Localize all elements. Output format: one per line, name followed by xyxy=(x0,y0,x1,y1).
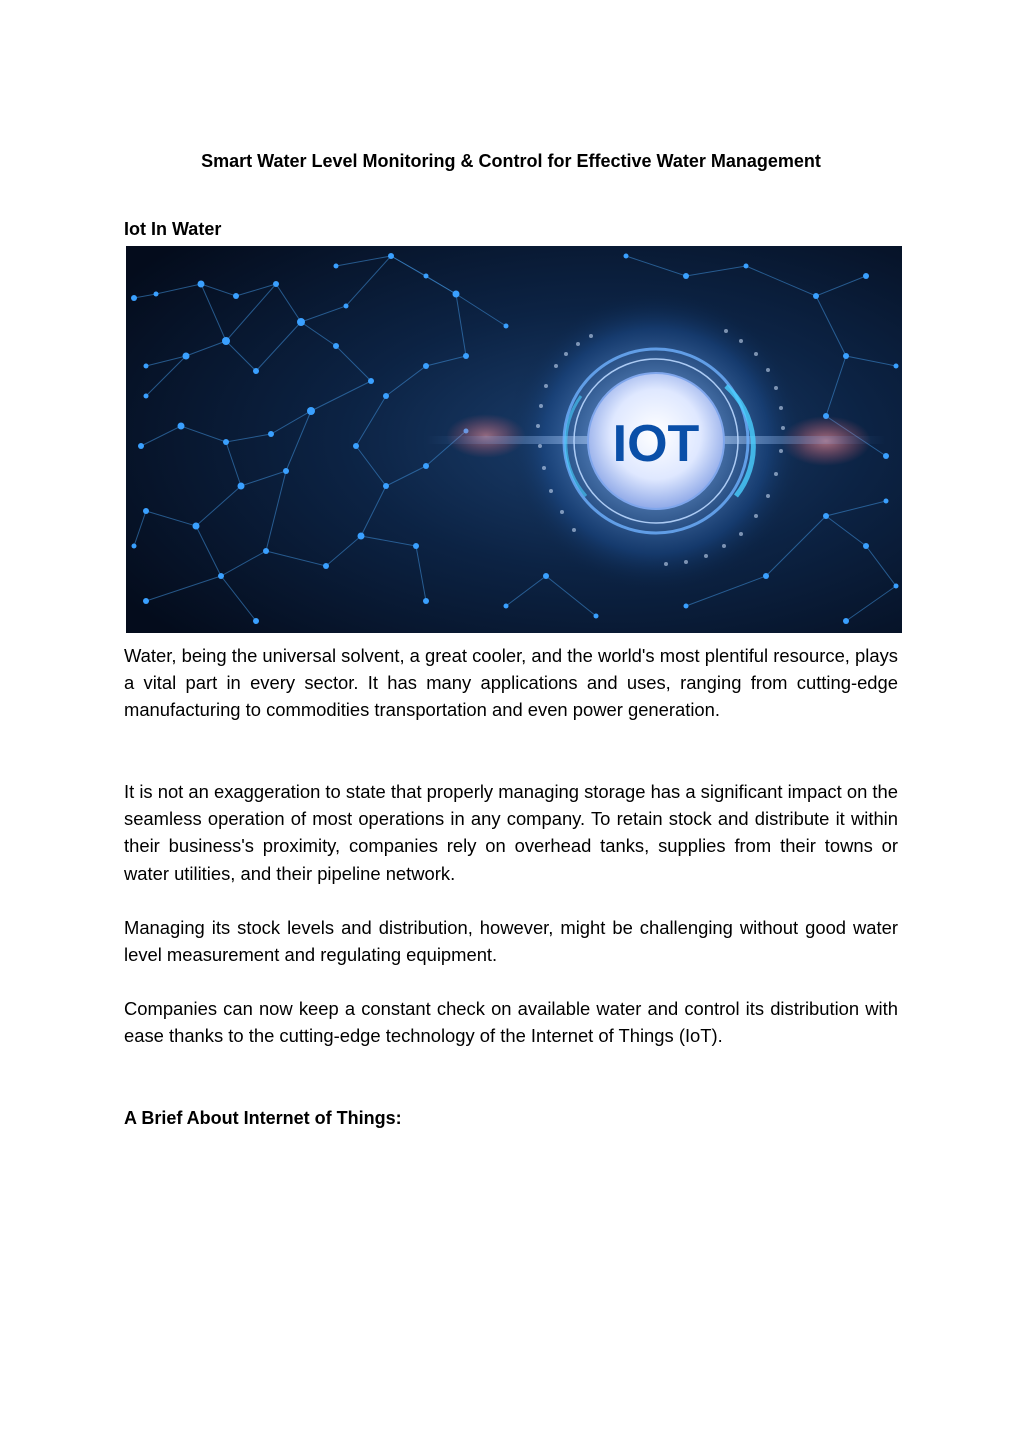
page-title: Smart Water Level Monitoring & Control for Effective Water Management xyxy=(201,151,821,171)
paragraph-3: Managing its stock levels and distribution, however, might be challenging without good water level measurement and regulating equipment. xyxy=(124,917,898,966)
iot-globe-network-icon xyxy=(126,246,902,633)
paragraph-1: Water, being the universal solvent, a great cooler, and the world's most plentiful resource, plays a vital part in every sector. It has many applications and uses, ranging from cutting-edge manufacturing to commodities transportation and even power generation. xyxy=(124,645,898,721)
iot-logo-text: IOT xyxy=(612,415,700,473)
iot-hero-image xyxy=(126,246,902,633)
section-heading-iot-in-water: Iot In Water xyxy=(124,219,222,239)
paragraph-4: Companies can now keep a constant check on available water and control its distribution with ease thanks to the cutting-edge technology of the Internet of Things (IoT). xyxy=(124,998,898,1047)
paragraph-2: It is not an exaggeration to state that properly managing storage has a significant impact on the seamless operation of most operations in any company. To retain stock and distribute it within their business's proximity, companies rely on overhead tanks, supplies from their towns or water utilities, and their pipeline network. xyxy=(124,781,898,884)
section-heading-brief-iot: A Brief About Internet of Things: xyxy=(124,1108,402,1128)
